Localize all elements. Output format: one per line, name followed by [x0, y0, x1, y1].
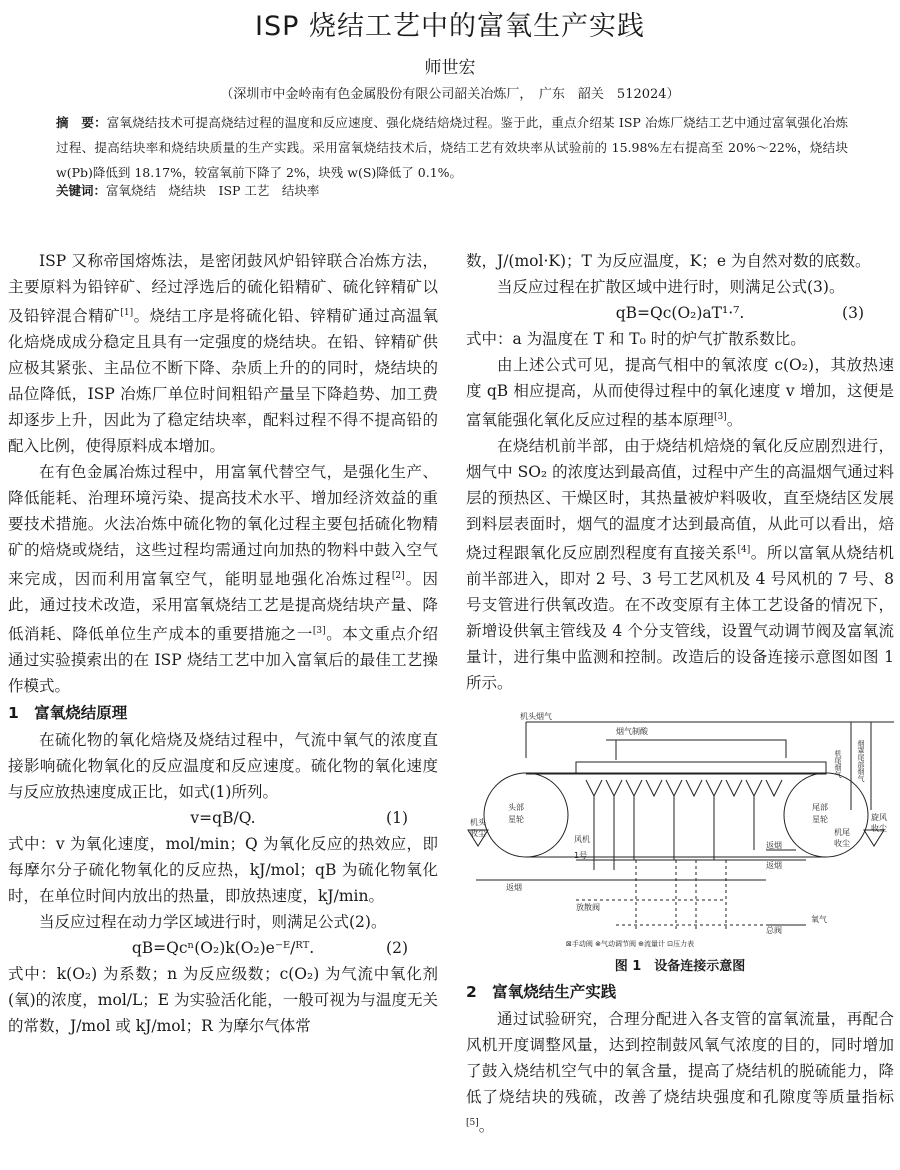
label-vent-valve: 放散阀	[576, 903, 600, 913]
equation-2: qB=Qcⁿ(O₂)k(O₂)e⁻ᴱ/ᴿᵀ. (2)	[131, 939, 408, 958]
equation-3: qB=Qc(O₂)aT¹·⁷. (3)	[615, 304, 864, 322]
label-return3: 返烟	[506, 883, 522, 893]
section-heading: 2 富氧烧结生产实践	[466, 983, 617, 1002]
label-head-dust: 机头	[470, 818, 486, 828]
svg-text:星轮: 星轮	[508, 815, 524, 825]
paragraph: 数，J/(mol·K)；T 为反应温度，K；e 为自然对数的底数。	[466, 252, 871, 270]
section-heading: 1 富氧烧结原理	[8, 704, 128, 723]
keywords-label: 关键词：	[56, 183, 107, 198]
abstract	[56, 110, 848, 185]
equation-1: v=qB/Q. (1)	[190, 809, 408, 828]
acid-duct	[606, 740, 786, 758]
paragraph: ISP 又称帝国熔炼法，是密闭鼓风炉铅锌联合冶炼方法，主要原料为铅锌矿、经过浮选后的硫化铅精矿、硫化锌精矿以及铅锌混合精矿[1]。烧结工序是将硫化铅、锌精矿通过高温氧化焙烧成成分稳定且具有一定强度的烧结块。在铅、锌精矿供应极其紧张、主品位不断下降、杂质上升的的同时，烧结块的品位降低，ISP 冶炼厂单位时间粗铅产量呈下降趋势、加工费却逐步上升，因此为了稳定结块率，配料过程不得不提高铅的配入比例，使得原料成本增加。	[8, 252, 438, 456]
paragraph: 当反应过程在动力学区域进行时，则满足公式(2)。	[39, 913, 387, 932]
label-tail-dust: 机尾	[834, 828, 850, 838]
label-acid: 烟气制酸	[616, 727, 648, 737]
machine-frame	[576, 762, 826, 774]
keywords	[56, 181, 848, 201]
paragraph: 当反应过程在扩散区域中进行时，则满足公式(3)。	[497, 278, 845, 296]
svg-text:星轮: 星轮	[812, 815, 828, 825]
svg-text:收尘: 收尘	[871, 824, 887, 834]
return-lines	[476, 850, 806, 880]
label-head-wheel: 头部	[508, 803, 524, 813]
figure-caption: 图 1 设备连接示意图	[614, 959, 746, 975]
left-column	[8, 248, 438, 1039]
equipment-diagram	[466, 710, 894, 950]
author: 师世宏	[424, 58, 476, 78]
paper-title: ISP 烧结工艺中的富氧生产实践	[255, 11, 645, 42]
label-tail-flue: 机尾烟气	[834, 750, 842, 779]
paragraph: 在硫化物的氧化焙烧及烧结过程中，气流中氧气的浓度直接影响硫化物氧化的反应温度和反应速度。硫化物的氧化速度与反应放热速度成正比，如式(1)所列。	[8, 731, 438, 802]
abstract-text: 富氧烧结技术可提高烧结过程的温度和反应速度、强化烧结焙烧过程。鉴于此，重点介绍某 ISP 冶炼厂烧结工艺中通过富氧强化冶炼过程、提高结块率和烧结块质量的生产实践。采用富氧烧结技术后，烧结工艺有效块率从试验前的 15.98%左右提高至 20%～22%，烧结块 w(Pb)降低到 18.17%，较富氧前下降了 2%，块残 w(S)降低了 0.1%。	[56, 115, 848, 180]
paragraph: 通过试验研究，合理分配进入各支管的富氧流量，再配合风机开度调整风量，达到控制鼓风氧气浓度的目的，同时增加了鼓入烧结机空气中的氧含量，提高了烧结机的脱硫能力，降低了烧结块的残硫，改善了烧结块强度和孔隙度等质量指标[5]。	[466, 1010, 894, 1136]
wind-boxes	[586, 780, 782, 796]
paragraph: 由上述公式可见，提高气相中的氧浓度 c(O₂)，其放热速度 qB 相应提高，从而使得过程中的氧化速度 v 增加，这便是富氧能强化氧化反应过程的基本原理[3]。	[466, 356, 894, 430]
right-column	[466, 248, 894, 1139]
paragraph: 在有色金属冶炼过程中，用富氧代替空气，是强化生产、降低能耗、治理环境污染、提高技术水平、增加经济效益的重要技术措施。火法冶炼中硫化物的氧化过程主要包括硫化物精矿的焙烧或烧结，这些过程均需通过向加热的物料中鼓入空气来完成，因而利用富氧空气，能明显地强化冶炼过程[2]。因此，通过技术改造，采用富氧烧结工艺是提高烧结块产量、降低消耗、降低单位生产成本的重要措施之一[3]。本文重点介绍通过实验摸索出的在 ISP 烧结工艺中加入富氧后的最佳工艺操作模式。	[8, 463, 438, 696]
diagram-svg	[466, 710, 894, 950]
affiliation: （深圳市中金岭南有色金属股份有限公司韶关冶炼厂， 广东 韶关 512024）	[220, 87, 680, 102]
label-tail-tail-flue: 烟罩尾部烟气	[857, 740, 865, 783]
head-wheel	[484, 773, 568, 857]
paragraph: 在烧结机前半部，由于烧结机焙烧的氧化反应剧烈进行，烟气中 SO₂ 的浓度达到最高值，过程中产生的高温烟气通过料层的预热区、干燥区时，其热量被炉料吸收，直至烧结区发展到料层表面时，烟气的温度才达到最高值，从此可以看出，焙烧过程跟氧化反应剧烈程度有直接关系[4]。所以富氧从烧结机前半部进入，即对 2 号、3 号工艺风机及 4 号风机的 7 号、8 号支管进行供氧改造。在不改变原有主体工艺设备的情况下，新增设供氧主管线及 4 个分支管线，设置气动调节阀及富氧流量计，进行集中监测和控制。改造后的设备连接示意图如图 1 所示。	[466, 437, 894, 693]
label-return1: 返烟	[766, 841, 782, 851]
svg-text:收尘: 收尘	[834, 839, 850, 849]
figure-legend: ⊠手动阀 ⊗气动调节阀 ⊕流量计 ⊡压力表	[566, 940, 695, 949]
label-main-valve: 总阀	[766, 926, 782, 936]
label-fan: 风机	[574, 835, 590, 845]
paragraph: 式中：v 为氧化速度，mol/min；Q 为氧化反应的热效应，即每摩尔分子硫化物氧化的反应热，kJ/mol；qB 为硫化物氧化时，在单位时间内放出的热量，即放热速度，kJ/min。	[8, 835, 438, 906]
label-oxygen: 氧气	[811, 915, 827, 925]
label-cyclone: 旋风	[871, 813, 887, 823]
paragraph: 式中：a 为温度在 T 和 T₀ 时的炉气扩散系数比。	[466, 330, 806, 348]
svg-text:收尘: 收尘	[470, 829, 486, 839]
label-tail-wheel: 尾部	[812, 803, 828, 813]
label-head-flue: 机头烟气	[520, 712, 552, 722]
abstract-label: 摘 要：	[56, 115, 107, 130]
paragraph: 式中：k(O₂) 为系数；n 为反应级数；c(O₂) 为气流中氧化剂(氧)的浓度，mol/L；E 为实验活化能，一般可视为与温度无关的常数，J/mol 或 kJ/mol；R 为摩尔气体常	[8, 965, 438, 1036]
keywords-text: 富氧烧结 烧结块 ISP 工艺 结块率	[106, 183, 320, 198]
label-return2: 返烟	[766, 861, 782, 871]
label-fan-no: 1号	[574, 851, 588, 861]
